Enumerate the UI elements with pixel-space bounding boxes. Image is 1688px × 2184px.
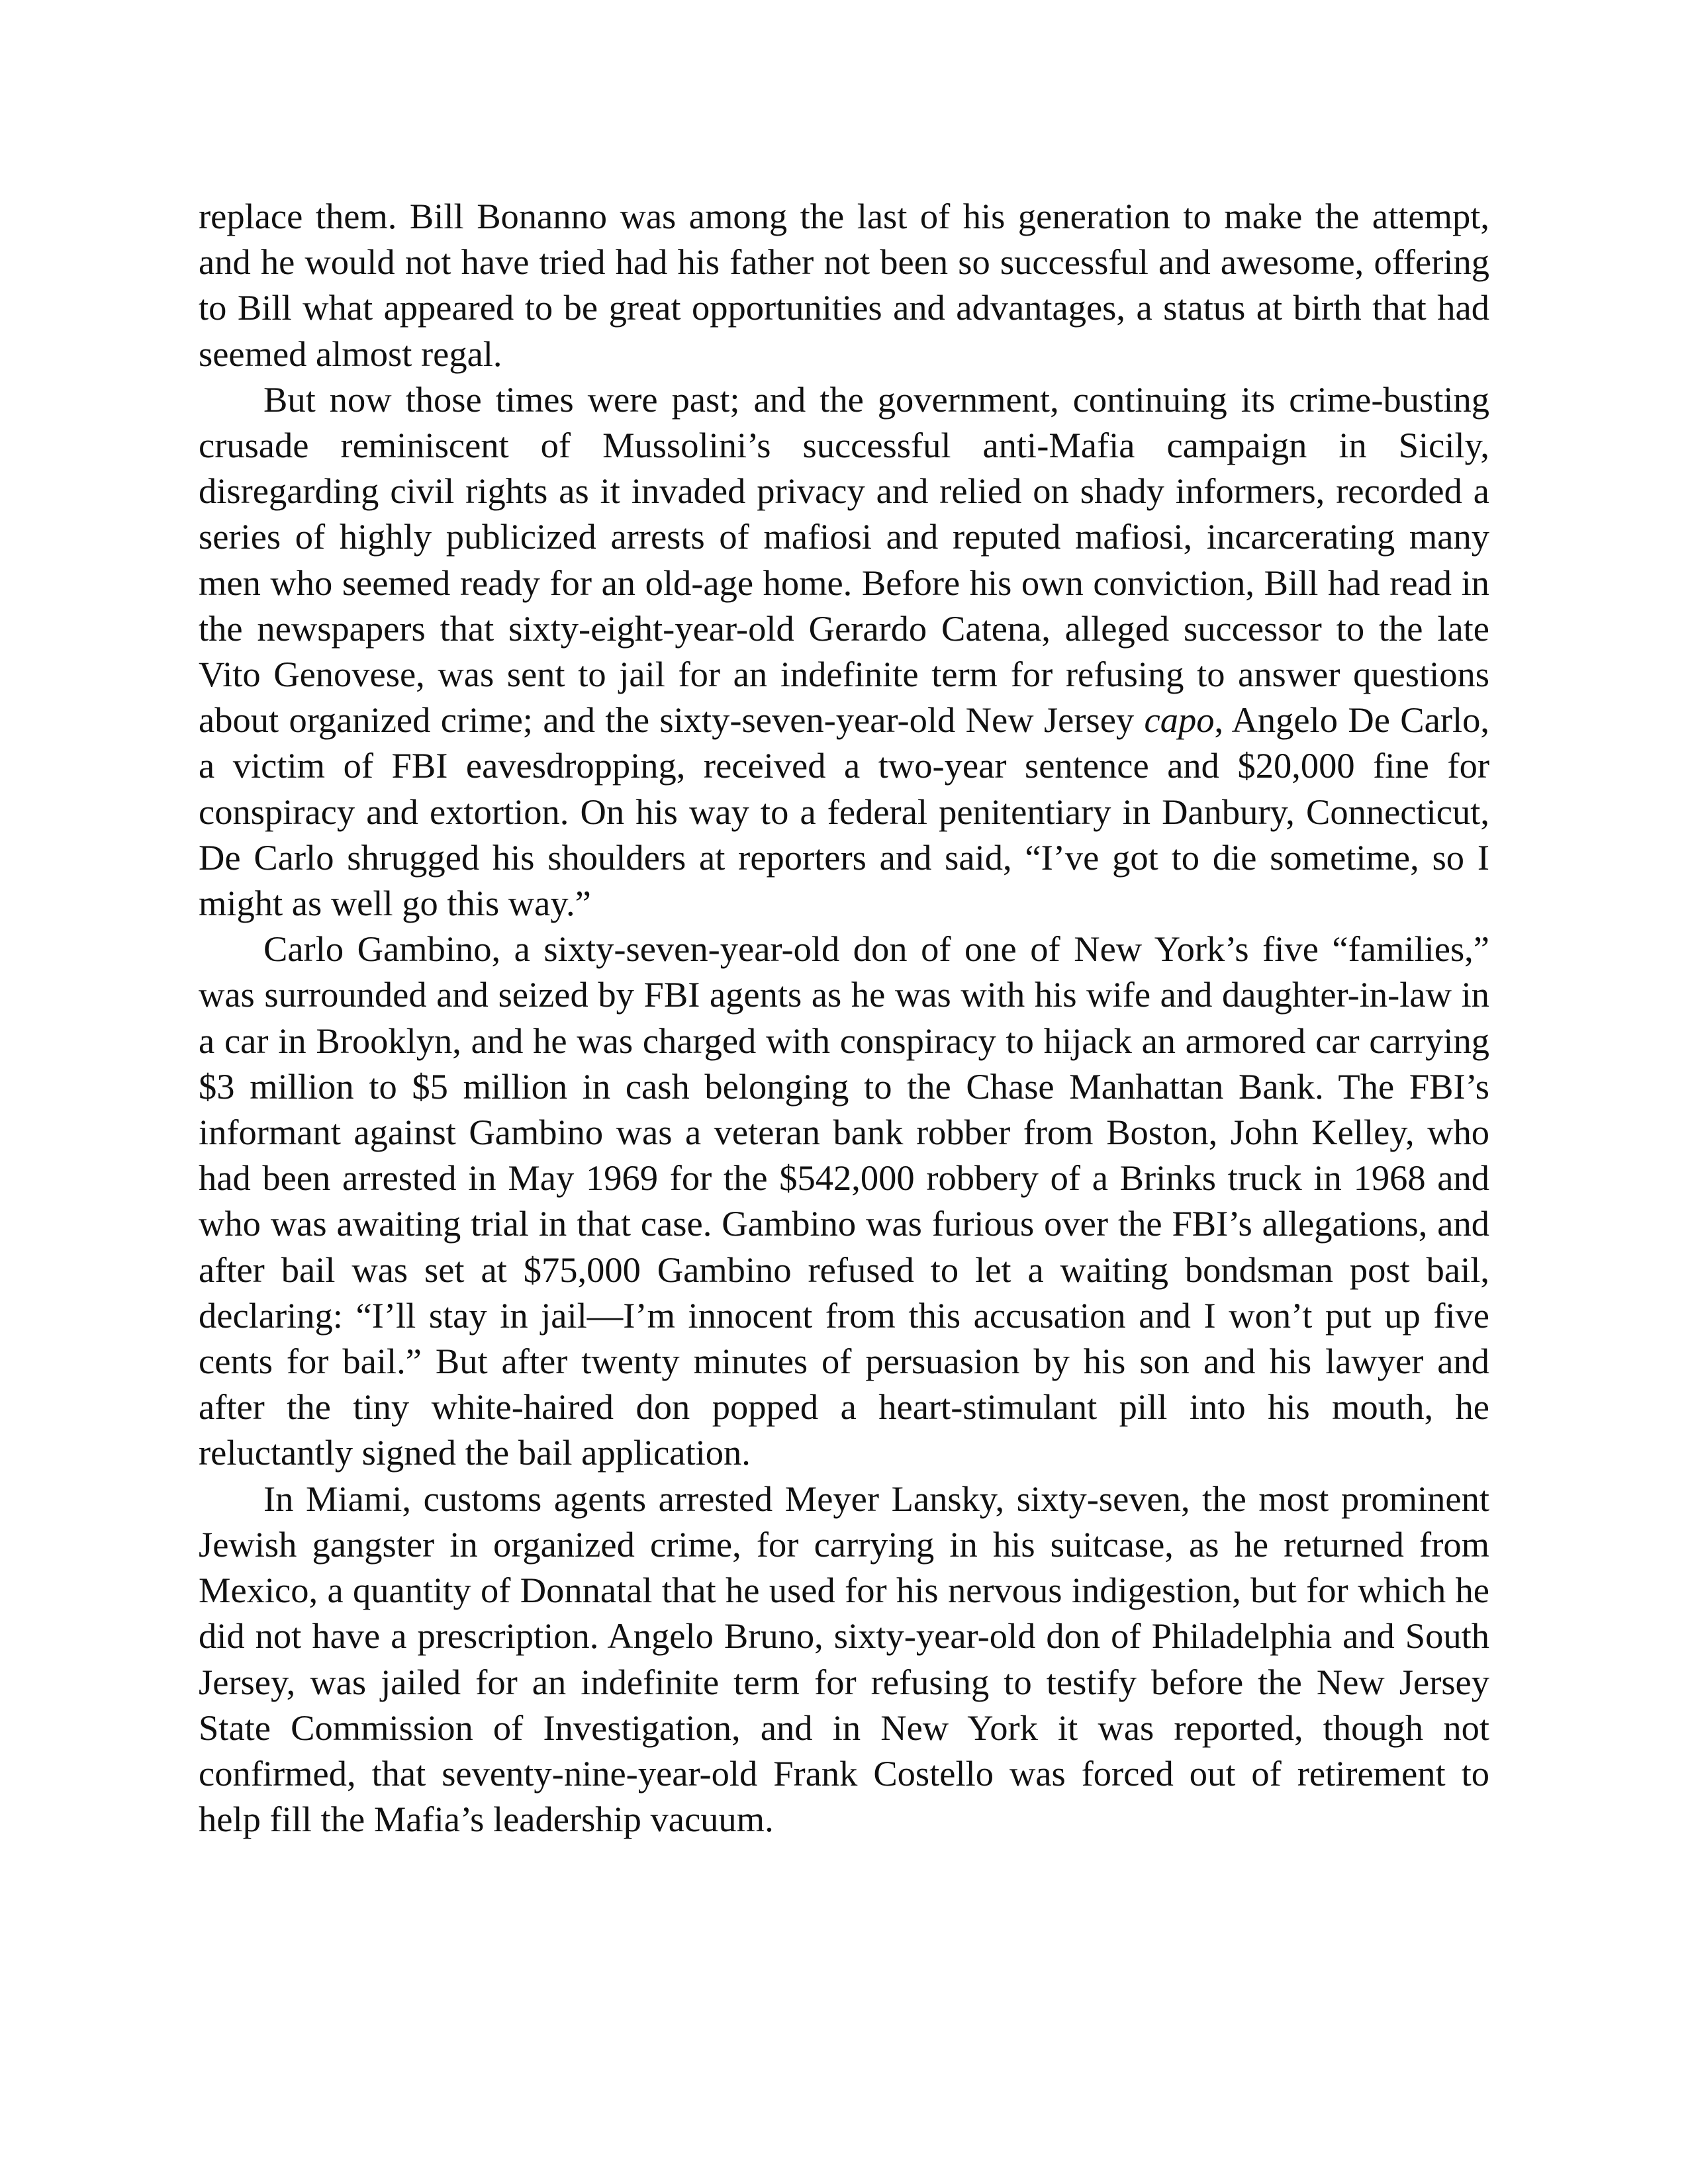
paragraph-text: In Miami, customs agents arrested Meyer Lansky, sixty-seven, the most prominent Jewish gangster in organized crime, for carrying in his suitcase, as he returned from Mexico, a quantity of Donnatal that he used for his nervous indigestion, but for which he did not have a prescription. Angelo Bruno, sixty-year-old don of Philadelphia and South Jersey, was jailed for an indefinite term for refusing to testify before the New Jersey State Commission of Investigation, and in New York it was reported, though not confirmed, that seventy-nine-year-old Frank Costello was forced out of retirement to help fill the Mafia’s leadership vacuum. [199, 1478, 1489, 1840]
paragraph-text: But now those times were past; and the government, continuing its crime-busting crusade reminiscent of Mussolini’s successful anti-Mafia campaign in Sicily, disregarding civil rights as it invaded privacy and relied on shady informers, recorded a series of highly publicized arrests of mafiosi and reputed mafiosi, incarcerating many men who seemed ready for an old-age home. Before his own conviction, Bill had read in the newspapers that sixty-eight-year-old Gerardo Catena, alleged successor to the late Vito Genovese, was sent to jail for an indefinite term for refusing to answer questions about organized crime; and the sixty-seven-year-old New Jersey [199, 379, 1489, 741]
paragraph-text: replace them. Bill Bonanno was among the last of his generation to make the attempt, and he would not have tried had his father not been so successful and awesome, offering to Bill what appeared to be great opportunities and advantages, a status at birth that had seemed almost regal. [199, 196, 1489, 374]
paragraph-text: Carlo Gambino, a sixty-seven-year-old don of one of New York’s five “families,” was surrounded and seized by FBI agents as he was with his wife and daughter-in-law in a car in Brooklyn, and he was charged with conspiracy to hijack an armored car carrying $3 million to $5 million in cash belonging to the Chase Manhattan Bank. The FBI’s informant against Gambino was a veteran bank robber from Boston, John Kelley, who had been arrested in May 1969 for the $542,000 robbery of a Brinks truck in 1968 and who was awaiting trial in that case. Gambino was furious over the FBI’s allegations, and after bail was set at $75,000 Gambino refused to let a waiting bondsman post bail, declaring: “I’ll stay in jail—I’m innocent from this accusation and I won’t put up five cents for bail.” But after twenty minutes of persuasion by his son and his lawyer and after the tiny white-haired don popped a heart-stimulant pill into his mouth, he reluctantly signed the bail application. [199, 929, 1489, 1473]
page-body [199, 193, 1489, 1842]
paragraph-text: , Angelo De Carlo, a victim of FBI eavesdropping, received a two-year sentence and $20,000 fine for conspiracy and extortion. On his way to a federal penitentiary in Danbury, Connecticut, De Carlo shrugged his shoulders at reporters and said, “I’ve got to die sometime, so I might as well go this way.” [199, 700, 1489, 924]
paragraph-4 [199, 1476, 1489, 1843]
italic-term: capo [1144, 700, 1215, 741]
paragraph-2 [199, 377, 1489, 926]
paragraph-3 [199, 926, 1489, 1475]
paragraph-1 [199, 193, 1489, 377]
